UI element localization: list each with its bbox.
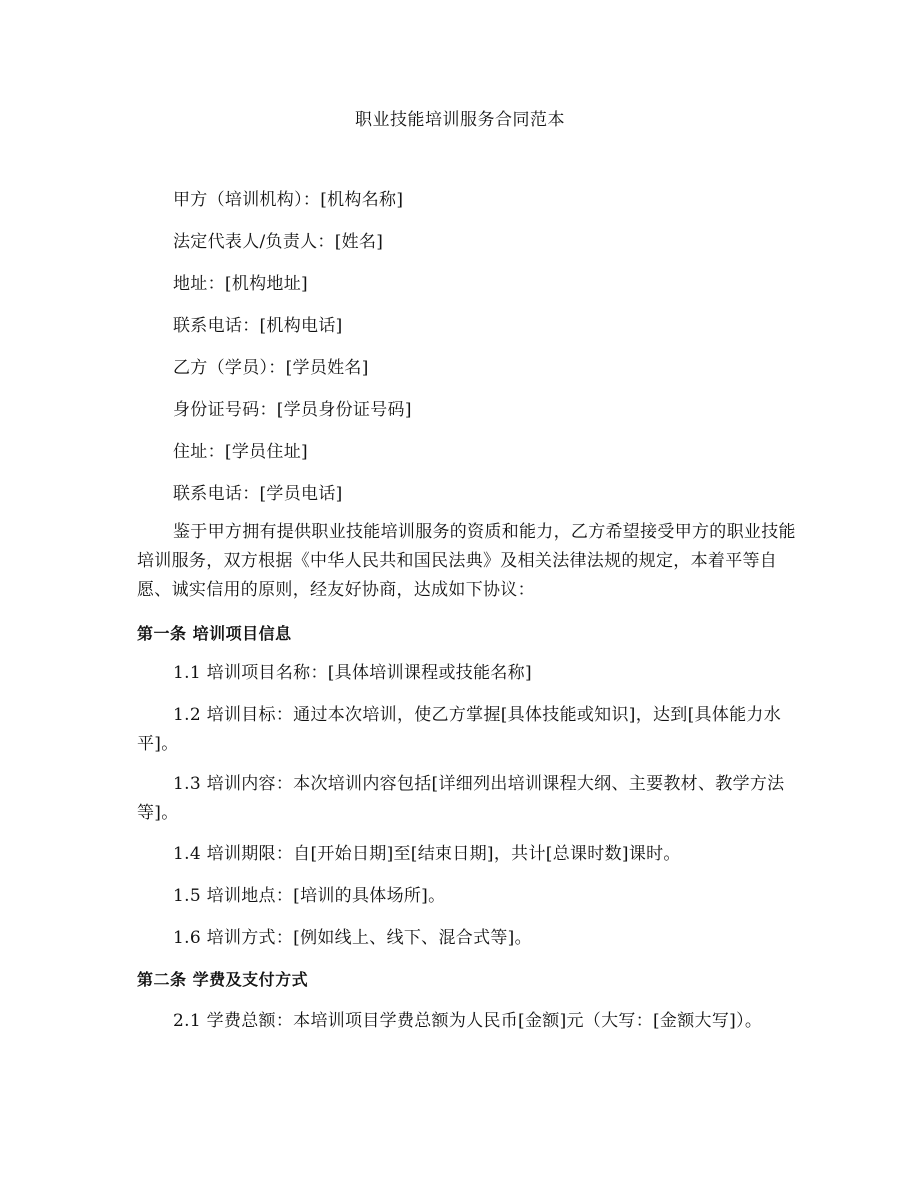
clause-1-3: 1.3 培训内容：本次培训内容包括[详细列出培训课程大纲、主要教材、教学方法等]。 xyxy=(137,774,785,823)
party-a-address-line: 地址：[机构地址] xyxy=(173,274,308,294)
party-b-address-line: 住址：[学员住址] xyxy=(173,442,308,462)
clause-1-2: 1.2 培训目标：通过本次培训，使乙方掌握[具体技能或知识]，达到[具体能力水平]。 xyxy=(137,705,782,754)
clause-2-1: 2.1 学费总额：本培训项目学费总额为人民币[金额]元（大写：[金额大写]）。 xyxy=(173,1011,763,1031)
preamble-paragraph: 鉴于甲方拥有提供职业技能培训服务的资质和能力，乙方希望接受甲方的职业技能培训服务，双方根据《中华人民共和国民法典》及相关法律法规的规定，本着平等自愿、诚实信用的原则，经友好协商，达成如下协议： xyxy=(137,522,796,600)
article-2-heading: 第二条 学费及支付方式 xyxy=(137,970,309,989)
clause-1-1: 1.1 培训项目名称：[具体培训课程或技能名称] xyxy=(173,663,532,683)
party-a-rep-line: 法定代表人/负责人：[姓名] xyxy=(173,232,384,252)
party-b-phone-line: 联系电话：[学员电话] xyxy=(173,484,343,504)
clause-1-5: 1.5 培训地点：[培训的具体场所]。 xyxy=(173,886,446,906)
party-a-phone-line: 联系电话：[机构电话] xyxy=(173,316,343,336)
party-b-name-line: 乙方（学员）：[学员姓名] xyxy=(173,358,369,378)
clause-1-6: 1.6 培训方式：[例如线上、线下、混合式等]。 xyxy=(173,928,532,948)
document-title: 职业技能培训服务合同范本 xyxy=(355,110,565,130)
clause-1-4: 1.4 培训期限：自[开始日期]至[结束日期]，共计[总课时数]课时。 xyxy=(173,844,681,864)
party-b-id-line: 身份证号码：[学员身份证号码] xyxy=(173,400,412,420)
party-a-name-line: 甲方（培训机构）：[机构名称] xyxy=(173,190,404,210)
article-1-heading: 第一条 培训项目信息 xyxy=(137,624,292,643)
